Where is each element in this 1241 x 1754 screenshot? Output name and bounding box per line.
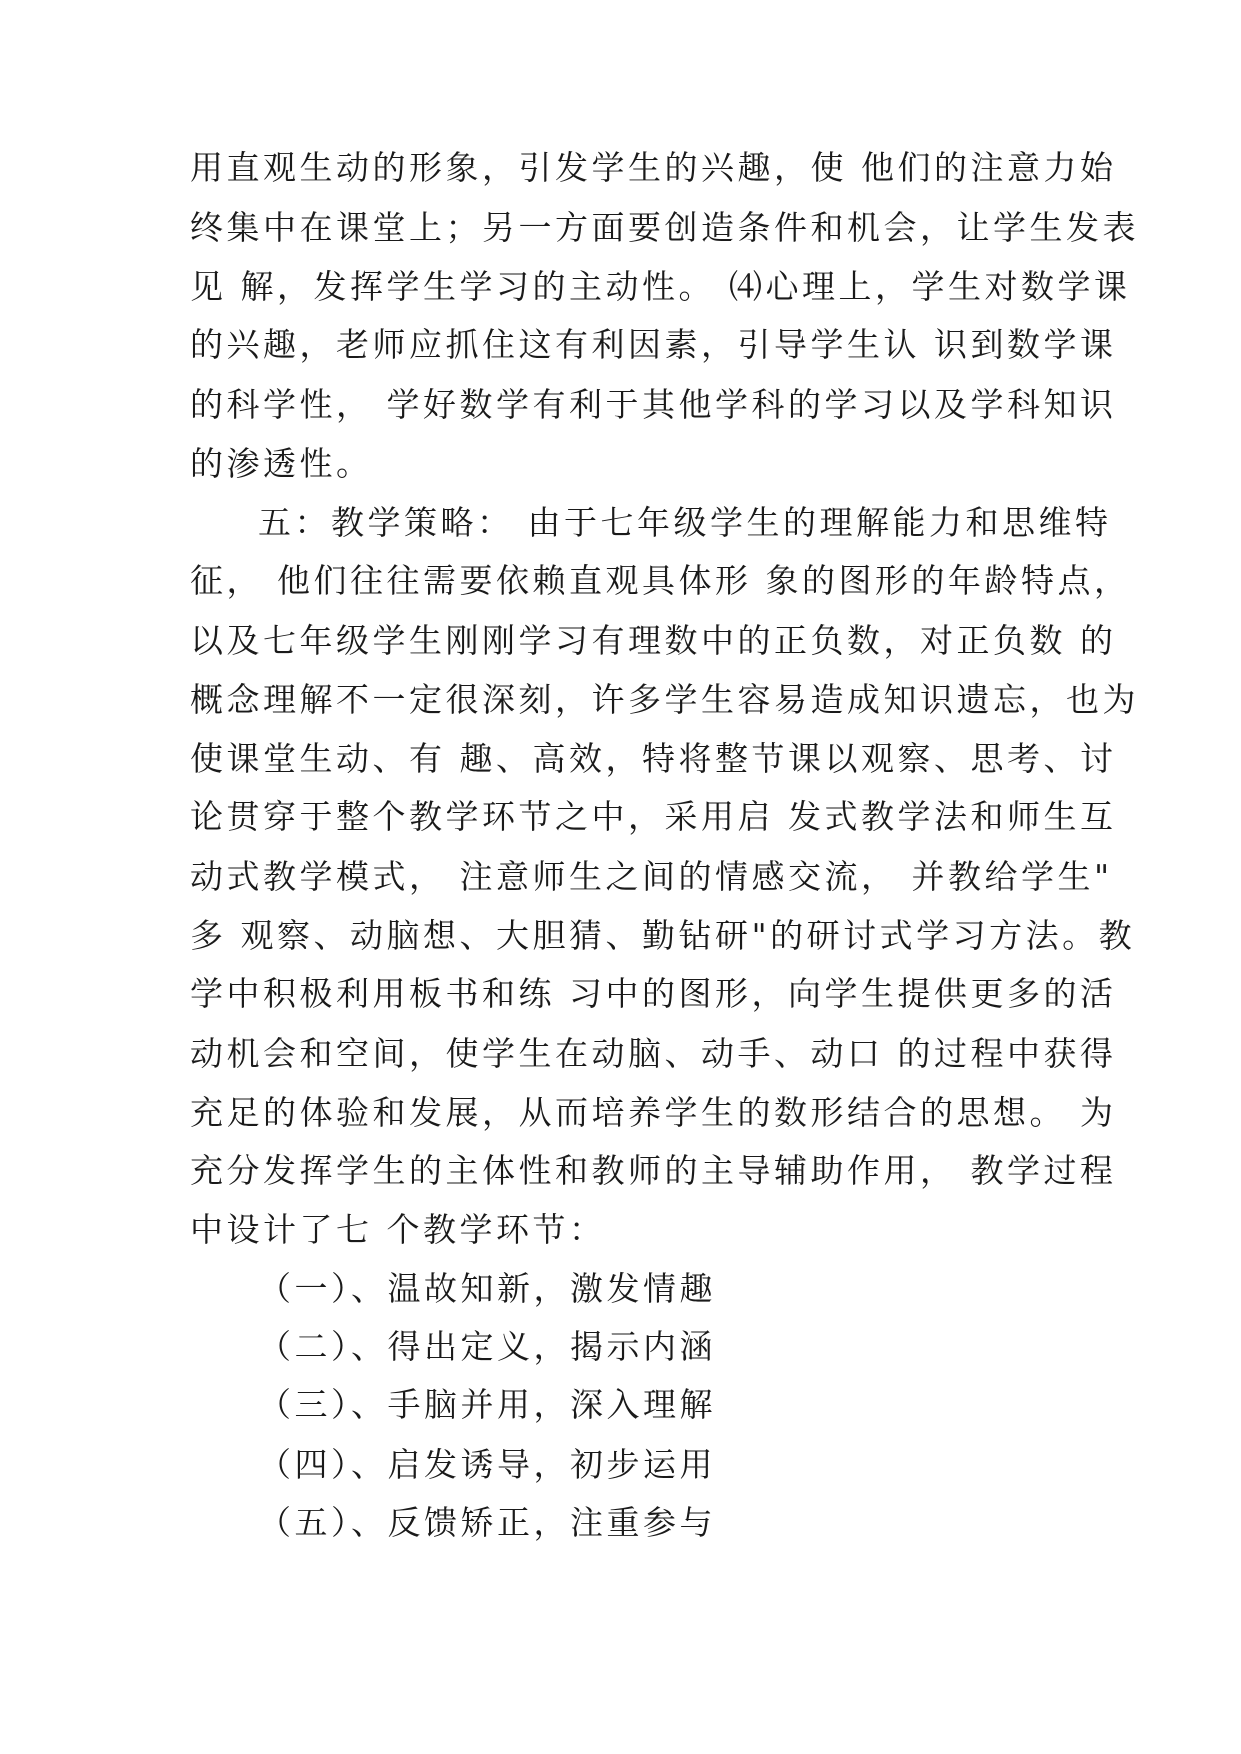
- step-item: （二）、得出定义，揭示内涵: [258, 1327, 716, 1366]
- step-item: （一）、温故知新，激发情趣: [258, 1269, 716, 1308]
- step-item: （四）、启发诱导，初步运用: [258, 1445, 716, 1484]
- paragraph-1-line: 的兴趣，老师应抓住这有利因素，引导学生认 识到数学课: [190, 325, 1117, 364]
- paragraph-2-line: 征， 他们往往需要依赖直观具体形 象的图形的年龄特点，: [190, 561, 1131, 600]
- paragraph-2-line: 中设计了七 个教学环节：: [190, 1210, 606, 1249]
- paragraph-2-line: 以及七年级学生刚刚学习有理数中的正负数，对正负数 的: [190, 621, 1117, 660]
- paragraph-2-line: 动式教学模式， 注意师生之间的情感交流， 并教给学生": [190, 857, 1113, 896]
- paragraph-1-line: 用直观生动的形象，引发学生的兴趣，使 他们的注意力始: [190, 148, 1117, 187]
- paragraph-2-line: 多 观察、动脑想、大胆猜、勤钻研"的研讨式学习方法。教: [190, 916, 1136, 955]
- paragraph-2-line: 充分发挥学生的主体性和教师的主导辅助作用， 教学过程: [190, 1151, 1117, 1190]
- paragraph-1-line: 见 解，发挥学生学习的主动性。 ⑷心理上，学生对数学课: [190, 267, 1131, 306]
- step-item: （三）、手脑并用，深入理解: [258, 1385, 716, 1424]
- paragraph-1-line: 的渗透性。: [190, 444, 373, 483]
- paragraph-1-line: 的科学性， 学好数学有利于其他学科的学习以及学科知识: [190, 385, 1117, 424]
- paragraph-2-line: 五：教学策略： 由于七年级学生的理解能力和思维特: [258, 503, 1112, 542]
- paragraph-2-line: 动机会和空间，使学生在动脑、动手、动口 的过程中获得: [190, 1034, 1117, 1073]
- paragraph-1-line: 终集中在课堂上；另一方面要创造条件和机会，让学生发表: [190, 208, 1139, 247]
- paragraph-2-line: 学中积极利用板书和练 习中的图形，向学生提供更多的活: [190, 974, 1117, 1013]
- paragraph-2-line: 充足的体验和发展，从而培养学生的数形结合的思想。 为: [190, 1093, 1117, 1132]
- step-item: （五）、反馈矫正，注重参与: [258, 1503, 716, 1542]
- paragraph-2-line: 论贯穿于整个教学环节之中，采用启 发式教学法和师生互: [190, 797, 1117, 836]
- paragraph-2-line: 使课堂生动、有 趣、高效，特将整节课以观察、思考、讨: [190, 739, 1117, 778]
- paragraph-2-line: 概念理解不一定很深刻，许多学生容易造成知识遗忘，也为: [190, 680, 1139, 719]
